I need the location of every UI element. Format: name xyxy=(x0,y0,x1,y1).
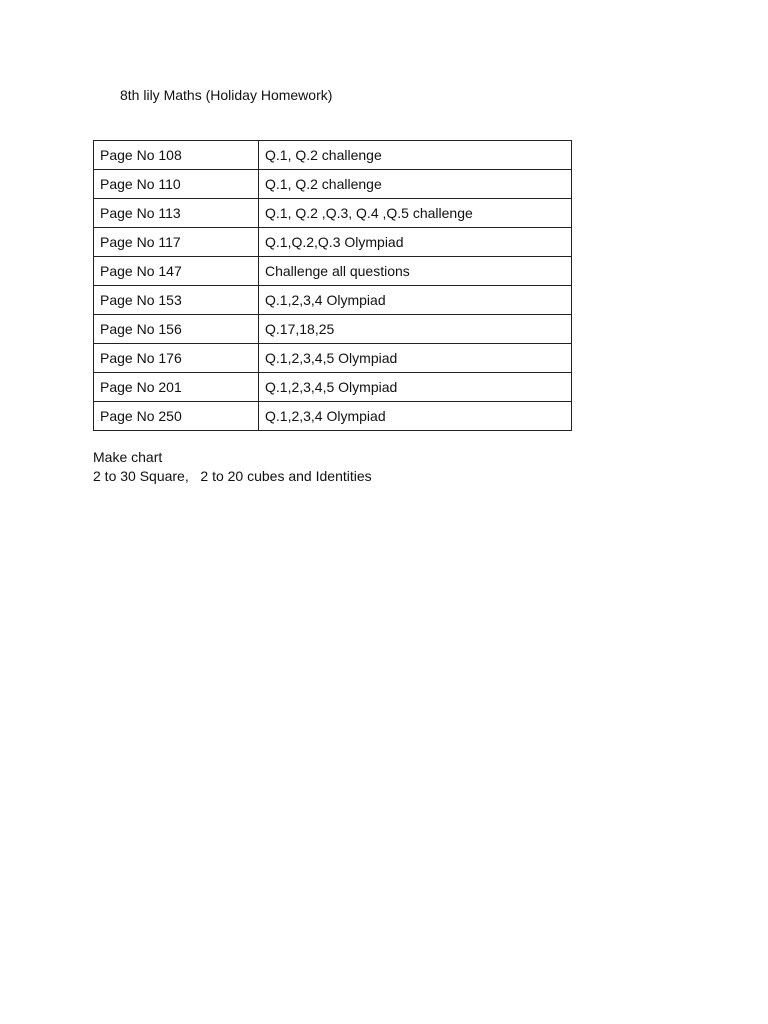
task-cell: Q.1,2,3,4 Olympiad xyxy=(259,402,572,431)
task-cell: Q.1,2,3,4,5 Olympiad xyxy=(259,373,572,402)
table-row xyxy=(94,170,572,199)
note-line-2: 2 to 30 Square, 2 to 20 cubes and Identities xyxy=(93,468,372,484)
table-row xyxy=(94,286,572,315)
page-cell: Page No 250 xyxy=(94,402,259,431)
page-cell: Page No 153 xyxy=(94,286,259,315)
page-cell: Page No 201 xyxy=(94,373,259,402)
task-cell: Challenge all questions xyxy=(259,257,572,286)
table-row xyxy=(94,257,572,286)
task-cell: Q.1,Q.2,Q.3 Olympiad xyxy=(259,228,572,257)
task-cell: Q.1, Q.2 challenge xyxy=(259,170,572,199)
task-cell: Q.17,18,25 xyxy=(259,315,572,344)
page-cell: Page No 156 xyxy=(94,315,259,344)
task-cell: Q.1,2,3,4,5 Olympiad xyxy=(259,344,572,373)
task-cell: Q.1, Q.2 ,Q.3, Q.4 ,Q.5 challenge xyxy=(259,199,572,228)
homework-table xyxy=(93,140,572,431)
page-cell: Page No 176 xyxy=(94,344,259,373)
document-title: 8th lily Maths (Holiday Homework) xyxy=(120,87,333,103)
table-row xyxy=(94,402,572,431)
note-line-1: Make chart xyxy=(93,449,163,465)
notes xyxy=(93,448,372,486)
page-cell: Page No 110 xyxy=(94,170,259,199)
table-row xyxy=(94,199,572,228)
page-cell: Page No 147 xyxy=(94,257,259,286)
table-row xyxy=(94,344,572,373)
table-row xyxy=(94,141,572,170)
page-cell: Page No 117 xyxy=(94,228,259,257)
table-row xyxy=(94,228,572,257)
table-row xyxy=(94,315,572,344)
task-cell: Q.1, Q.2 challenge xyxy=(259,141,572,170)
page-cell: Page No 113 xyxy=(94,199,259,228)
task-cell: Q.1,2,3,4 Olympiad xyxy=(259,286,572,315)
table-row xyxy=(94,373,572,402)
page-cell: Page No 108 xyxy=(94,141,259,170)
